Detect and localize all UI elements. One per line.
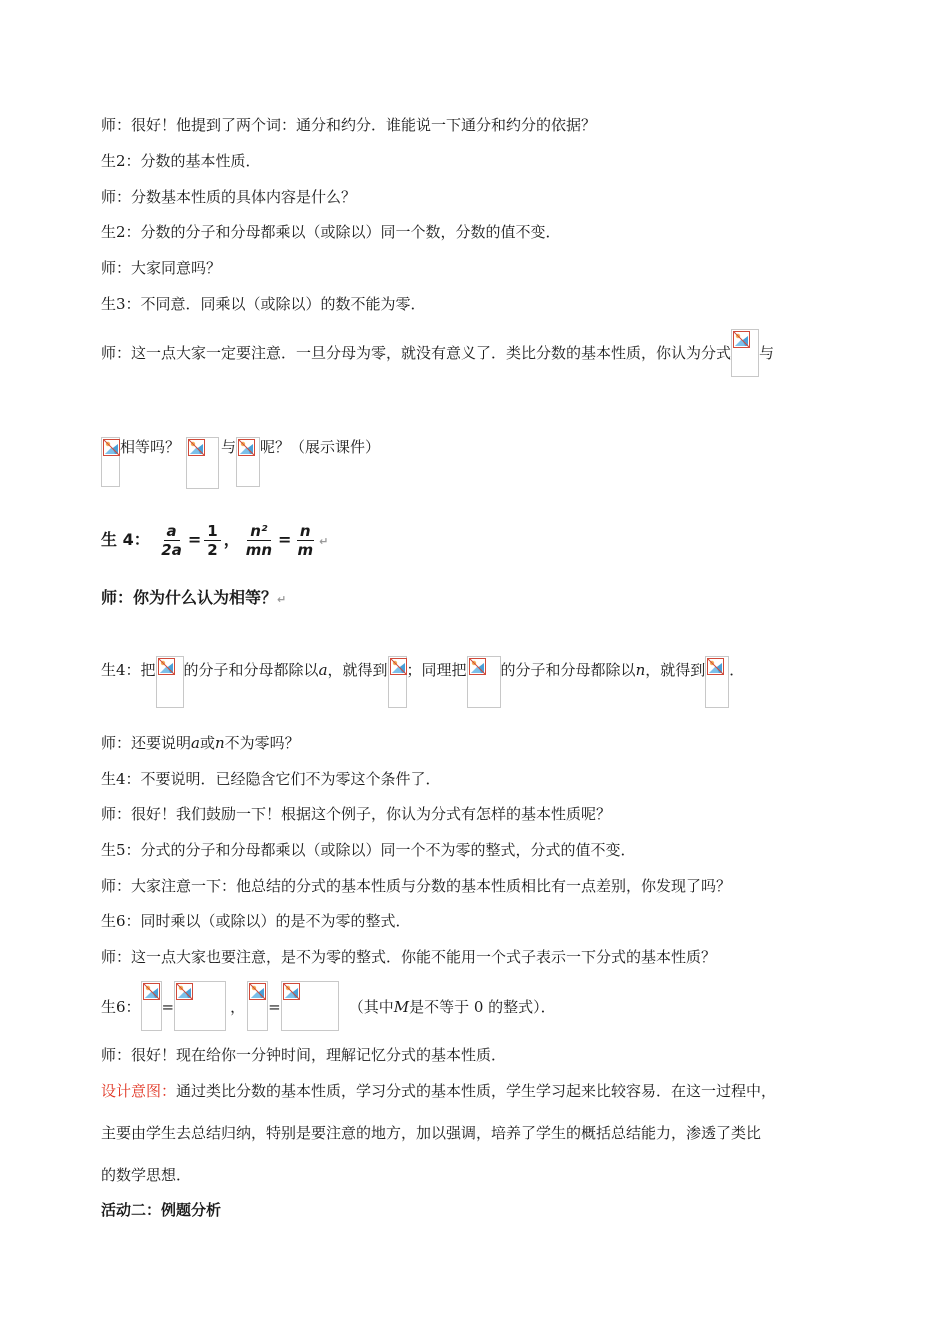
line-7-text-2: 与 [759,344,775,362]
broken-image-icon [249,983,266,1000]
variable-a: a [191,734,200,752]
formula-image-placeholder [281,981,339,1031]
line-13: 生4：不要说明．已经隐含它们不为零这个条件了． [101,770,441,788]
line-9 [101,518,328,564]
line-11-text-6: ，就得到 [645,661,706,679]
line-11 [101,656,744,708]
line-11-text-2: 的分子和分母都除以 [183,661,319,679]
broken-image-icon [283,983,300,1000]
design-intent-line-2: 主要由学生去总结归纳，特别是要注意的地方，加以强调，培养了学生的概括总结能力，渗透了类比 [101,1124,762,1142]
fraction-image-placeholder [156,656,184,708]
line-7 [101,329,774,377]
line-8-text-3: 呢？（展示课件） [260,438,381,456]
fraction-image-placeholder [101,437,120,487]
broken-image-icon [469,658,486,675]
broken-image-icon [158,658,175,675]
fraction-image-placeholder [388,656,407,708]
line-4: 生2：分数的分子和分母都乘以（或除以）同一个数，分数的值不变． [101,223,561,241]
equals-sign: = [278,530,292,549]
design-intent-label: 设计意图： [101,1082,177,1100]
design-intent-line-1: 设计意图：通过类比分数的基本性质，学习分式的基本性质，学生学习起来比较容易．在这一过程中， [101,1082,777,1100]
variable-n: n [214,734,225,752]
line-6: 生3：不同意．同乘以（或除以）的数不能为零． [101,295,426,313]
broken-image-icon [176,983,193,1000]
broken-image-icon [188,439,205,456]
line-8-text-2: 与 [221,438,237,456]
comma: ， [223,530,240,549]
line-15: 生5：分式的分子和分母都乘以（或除以）同一个不为零的整式，分式的值不变． [101,841,636,859]
line-8 [101,437,380,489]
broken-image-icon [733,331,750,348]
formula-image-placeholder [174,981,226,1031]
line-17: 生6：同时乘以（或除以）的是不为零的整式． [101,912,411,930]
line-2: 生2：分数的基本性质． [101,152,261,170]
line-18: 师：这一点大家也要注意，是不为零的整式．你能不能用一个式子表示一下分式的基本性质？ [101,948,717,966]
line-14: 师：很好！我们鼓励一下！根据这个例子，你认为分式有怎样的基本性质呢？ [101,805,612,823]
line-7-text: 师：这一点大家一定要注意．一旦分母为零，就没有意义了．类比分数的基本性质，你认为分式 [101,344,732,362]
variable-M: M [393,998,410,1016]
variable-a: a [318,661,328,679]
broken-image-icon [143,983,160,1000]
speaker-label: 生 4： [101,530,150,549]
math-fraction: $\frac{1}{2}$ [204,522,220,559]
activity-heading: 活动二：例题分析 [101,1201,222,1219]
equals-sign: = [187,530,202,549]
math-fraction: $\frac{n}{m}$ [297,522,314,559]
fraction-image-placeholder [186,437,219,489]
line-11-text-3: ，就得到 [327,661,388,679]
line-12: 师：还要说明a或n不为零吗？ [101,734,300,752]
line-16: 师：大家注意一下：他总结的分式的基本性质与分数的基本性质相比有一点差别，你发现了吗？ [101,877,732,895]
line-19: 生6： = ， = （其中M是不等于 0 的整式）． [101,981,556,1031]
comma: ， [230,998,246,1016]
line-19-text: 生6： [101,998,141,1016]
broken-image-icon [707,658,724,675]
line-11-text-4: ；同理把 [406,661,467,679]
broken-image-icon [103,439,120,456]
fraction-image-placeholder [731,329,759,377]
line-8-text: 相等吗？ [120,438,181,456]
line-10-text: 师：你为什么认为相等？ [101,588,278,607]
math-fraction: $\frac{a}{2a}$ [161,522,182,559]
line-11-text-7: ． [729,661,745,679]
line-1: 师：很好！他提到了两个词：通分和约分．谁能说一下通分和约分的依据？ [101,116,597,134]
line-20: 师：很好！现在给你一分钟时间，理解记忆分式的基本性质． [101,1046,507,1064]
equals-sign: = [161,998,175,1016]
broken-image-icon [390,658,407,675]
line-5: 师：大家同意吗？ [101,259,222,277]
fraction-image-placeholder [236,437,260,487]
formula-image-placeholder [247,981,268,1031]
line-11-text-5: 的分子和分母都除以 [500,661,636,679]
line-11-text: 生4：把 [101,661,156,679]
return-mark: ↵ [319,535,329,548]
formula-image-placeholder [141,981,162,1031]
fraction-image-placeholder [705,656,729,708]
design-intent-line-3: 的数学思想． [101,1166,192,1184]
broken-image-icon [238,439,255,456]
line-3: 师：分数基本性质的具体内容是什么？ [101,188,357,206]
line-10 [101,588,286,610]
variable-n: n [635,661,646,679]
return-mark: ↵ [277,593,287,606]
math-fraction: $\frac{\text{n²}}{mn}$ [245,522,273,559]
fraction-image-placeholder [467,656,501,708]
equals-sign: = [268,998,281,1016]
